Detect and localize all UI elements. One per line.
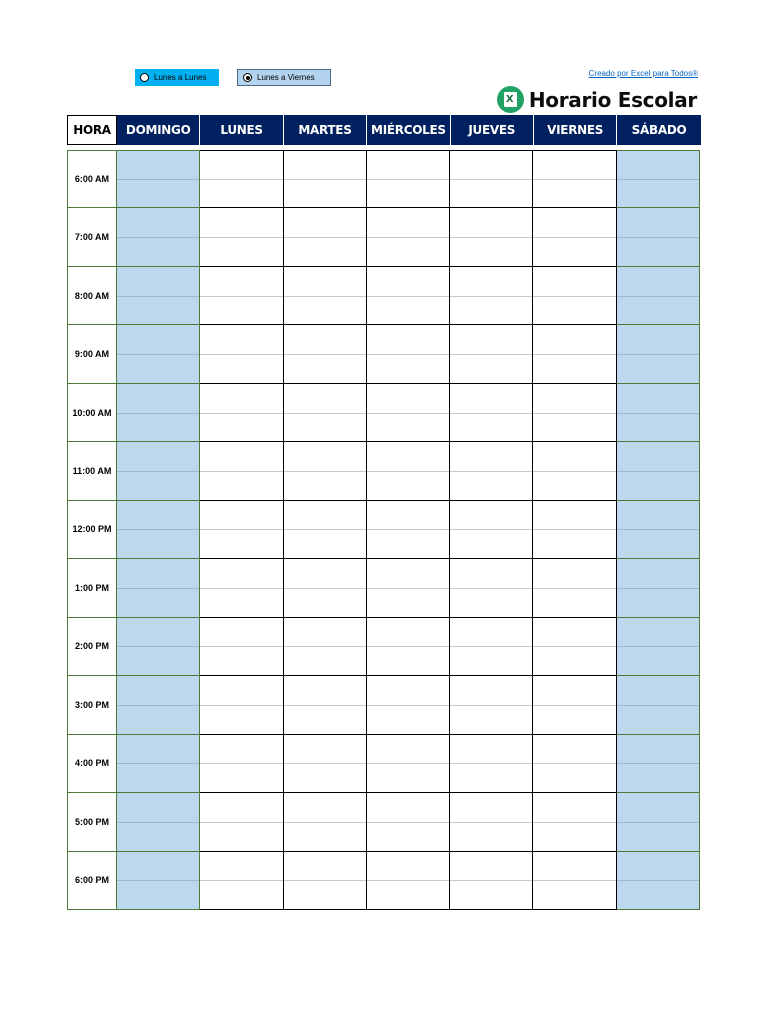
- schedule-cell[interactable]: [117, 384, 200, 442]
- option-label: Lunes a Viernes: [257, 73, 315, 82]
- option-lunes-a-viernes[interactable]: [237, 69, 331, 86]
- schedule-cell[interactable]: [533, 793, 616, 851]
- page-title: Horario Escolar: [528, 87, 697, 112]
- time-label: 4:00 PM: [67, 735, 117, 793]
- time-label: 10:00 AM: [67, 384, 117, 442]
- schedule-cell[interactable]: [117, 618, 200, 676]
- schedule-cell[interactable]: [117, 267, 200, 325]
- schedule-cell[interactable]: [450, 676, 533, 734]
- schedule-cell[interactable]: [200, 325, 283, 383]
- schedule-cell[interactable]: [117, 501, 200, 559]
- schedule-cell[interactable]: [200, 150, 283, 208]
- schedule-cell[interactable]: [367, 267, 450, 325]
- schedule-grid: [67, 150, 700, 910]
- schedule-cell[interactable]: [117, 150, 200, 208]
- schedule-cell[interactable]: [284, 735, 367, 793]
- title-area: [497, 86, 697, 113]
- schedule-cell[interactable]: [533, 735, 616, 793]
- schedule-cell[interactable]: [284, 793, 367, 851]
- schedule-cell[interactable]: [533, 559, 616, 617]
- schedule-cell[interactable]: [284, 676, 367, 734]
- header-day: MARTES: [284, 115, 367, 145]
- radio-icon[interactable]: [140, 73, 149, 82]
- schedule-cell[interactable]: [617, 793, 700, 851]
- schedule-cell[interactable]: [450, 501, 533, 559]
- schedule-cell[interactable]: [367, 676, 450, 734]
- schedule-cell[interactable]: [450, 618, 533, 676]
- time-label: 8:00 AM: [67, 267, 117, 325]
- schedule-cell[interactable]: [117, 852, 200, 910]
- schedule-cell[interactable]: [367, 618, 450, 676]
- schedule-cell[interactable]: [200, 735, 283, 793]
- schedule-row: [67, 676, 700, 734]
- schedule-cell[interactable]: [450, 793, 533, 851]
- schedule-cell[interactable]: [617, 735, 700, 793]
- schedule-cell[interactable]: [200, 442, 283, 500]
- schedule-cell[interactable]: [450, 267, 533, 325]
- schedule-cell[interactable]: [200, 384, 283, 442]
- schedule-cell[interactable]: [367, 501, 450, 559]
- schedule-cell[interactable]: [284, 325, 367, 383]
- time-label: 5:00 PM: [67, 793, 117, 851]
- schedule-row: [67, 735, 700, 793]
- schedule-cell[interactable]: [533, 501, 616, 559]
- schedule-cell[interactable]: [367, 208, 450, 266]
- schedule-row: [67, 384, 700, 442]
- schedule-cell[interactable]: [117, 676, 200, 734]
- schedule-cell[interactable]: [117, 442, 200, 500]
- schedule-cell[interactable]: [117, 559, 200, 617]
- schedule-cell[interactable]: [200, 559, 283, 617]
- schedule-cell[interactable]: [200, 267, 283, 325]
- schedule-cell[interactable]: [284, 384, 367, 442]
- schedule-cell[interactable]: [367, 150, 450, 208]
- schedule-cell[interactable]: [367, 793, 450, 851]
- schedule-cell[interactable]: [117, 325, 200, 383]
- schedule-cell[interactable]: [284, 150, 367, 208]
- credit-link[interactable]: Creado por Excel para Todos®: [588, 69, 698, 78]
- time-label: 3:00 PM: [67, 676, 117, 734]
- time-label: 6:00 PM: [67, 852, 117, 910]
- schedule-row: [67, 852, 700, 910]
- option-lunes-a-lunes[interactable]: [135, 69, 219, 86]
- time-label: 9:00 AM: [67, 325, 117, 383]
- schedule-row: [67, 267, 700, 325]
- header-day: LUNES: [200, 115, 283, 145]
- schedule-row: [67, 150, 700, 208]
- schedule-cell[interactable]: [117, 793, 200, 851]
- schedule-cell[interactable]: [617, 150, 700, 208]
- header-day: SÁBADO: [617, 115, 700, 145]
- schedule-cell[interactable]: [533, 267, 616, 325]
- header-day: VIERNES: [534, 115, 617, 145]
- schedule-cell[interactable]: [200, 676, 283, 734]
- schedule-cell[interactable]: [367, 384, 450, 442]
- schedule-cell[interactable]: [617, 852, 700, 910]
- header-day: MIÉRCOLES: [367, 115, 450, 145]
- schedule-cell[interactable]: [533, 676, 616, 734]
- schedule-cell[interactable]: [533, 325, 616, 383]
- header-day: JUEVES: [451, 115, 534, 145]
- schedule-cell[interactable]: [117, 735, 200, 793]
- schedule-cell[interactable]: [617, 267, 700, 325]
- excel-logo-icon: X: [497, 86, 524, 113]
- time-label: 6:00 AM: [67, 150, 117, 208]
- schedule-cell[interactable]: [450, 208, 533, 266]
- time-label: 11:00 AM: [67, 442, 117, 500]
- schedule-cell[interactable]: [284, 442, 367, 500]
- schedule-cell[interactable]: [367, 735, 450, 793]
- schedule-cell[interactable]: [200, 501, 283, 559]
- schedule-cell[interactable]: [284, 501, 367, 559]
- schedule-cell[interactable]: [200, 618, 283, 676]
- schedule-row: [67, 501, 700, 559]
- time-label: 1:00 PM: [67, 559, 117, 617]
- schedule-cell[interactable]: [617, 442, 700, 500]
- option-label: Lunes a Lunes: [154, 73, 207, 82]
- schedule-cell[interactable]: [367, 325, 450, 383]
- schedule-row: [67, 793, 700, 851]
- schedule-cell[interactable]: [533, 150, 616, 208]
- schedule-cell[interactable]: [617, 676, 700, 734]
- schedule-row: [67, 442, 700, 500]
- schedule-cell[interactable]: [450, 559, 533, 617]
- schedule-cell[interactable]: [117, 208, 200, 266]
- schedule-cell[interactable]: [284, 208, 367, 266]
- schedule-cell[interactable]: [533, 442, 616, 500]
- schedule-row: [67, 618, 700, 676]
- schedule-cell[interactable]: [533, 618, 616, 676]
- schedule-cell[interactable]: [367, 442, 450, 500]
- schedule-cell[interactable]: [284, 559, 367, 617]
- header-hora: HORA: [67, 115, 117, 145]
- schedule-cell[interactable]: [200, 852, 283, 910]
- schedule-cell[interactable]: [450, 150, 533, 208]
- time-label: 2:00 PM: [67, 618, 117, 676]
- schedule-cell[interactable]: [367, 559, 450, 617]
- schedule-cell[interactable]: [533, 852, 616, 910]
- schedule-cell[interactable]: [450, 384, 533, 442]
- schedule-cell[interactable]: [533, 384, 616, 442]
- schedule-cell[interactable]: [533, 208, 616, 266]
- header-day: DOMINGO: [117, 115, 200, 145]
- schedule-cell[interactable]: [367, 852, 450, 910]
- schedule-row: [67, 559, 700, 617]
- schedule-cell[interactable]: [617, 618, 700, 676]
- schedule-row: [67, 325, 700, 383]
- schedule-cell[interactable]: [450, 442, 533, 500]
- schedule-cell[interactable]: [617, 208, 700, 266]
- schedule-cell[interactable]: [200, 208, 283, 266]
- time-label: 7:00 AM: [67, 208, 117, 266]
- schedule-cell[interactable]: [200, 793, 283, 851]
- schedule-cell[interactable]: [284, 267, 367, 325]
- radio-checked-icon[interactable]: [243, 73, 252, 82]
- schedule-cell[interactable]: [284, 618, 367, 676]
- schedule-cell[interactable]: [450, 735, 533, 793]
- schedule-cell[interactable]: [617, 501, 700, 559]
- schedule-cell[interactable]: [450, 852, 533, 910]
- schedule-cell[interactable]: [617, 384, 700, 442]
- time-label: 12:00 PM: [67, 501, 117, 559]
- schedule-row: [67, 208, 700, 266]
- schedule-header: [67, 115, 701, 145]
- schedule-cell[interactable]: [617, 325, 700, 383]
- schedule-cell[interactable]: [617, 559, 700, 617]
- schedule-cell[interactable]: [284, 852, 367, 910]
- schedule-cell[interactable]: [450, 325, 533, 383]
